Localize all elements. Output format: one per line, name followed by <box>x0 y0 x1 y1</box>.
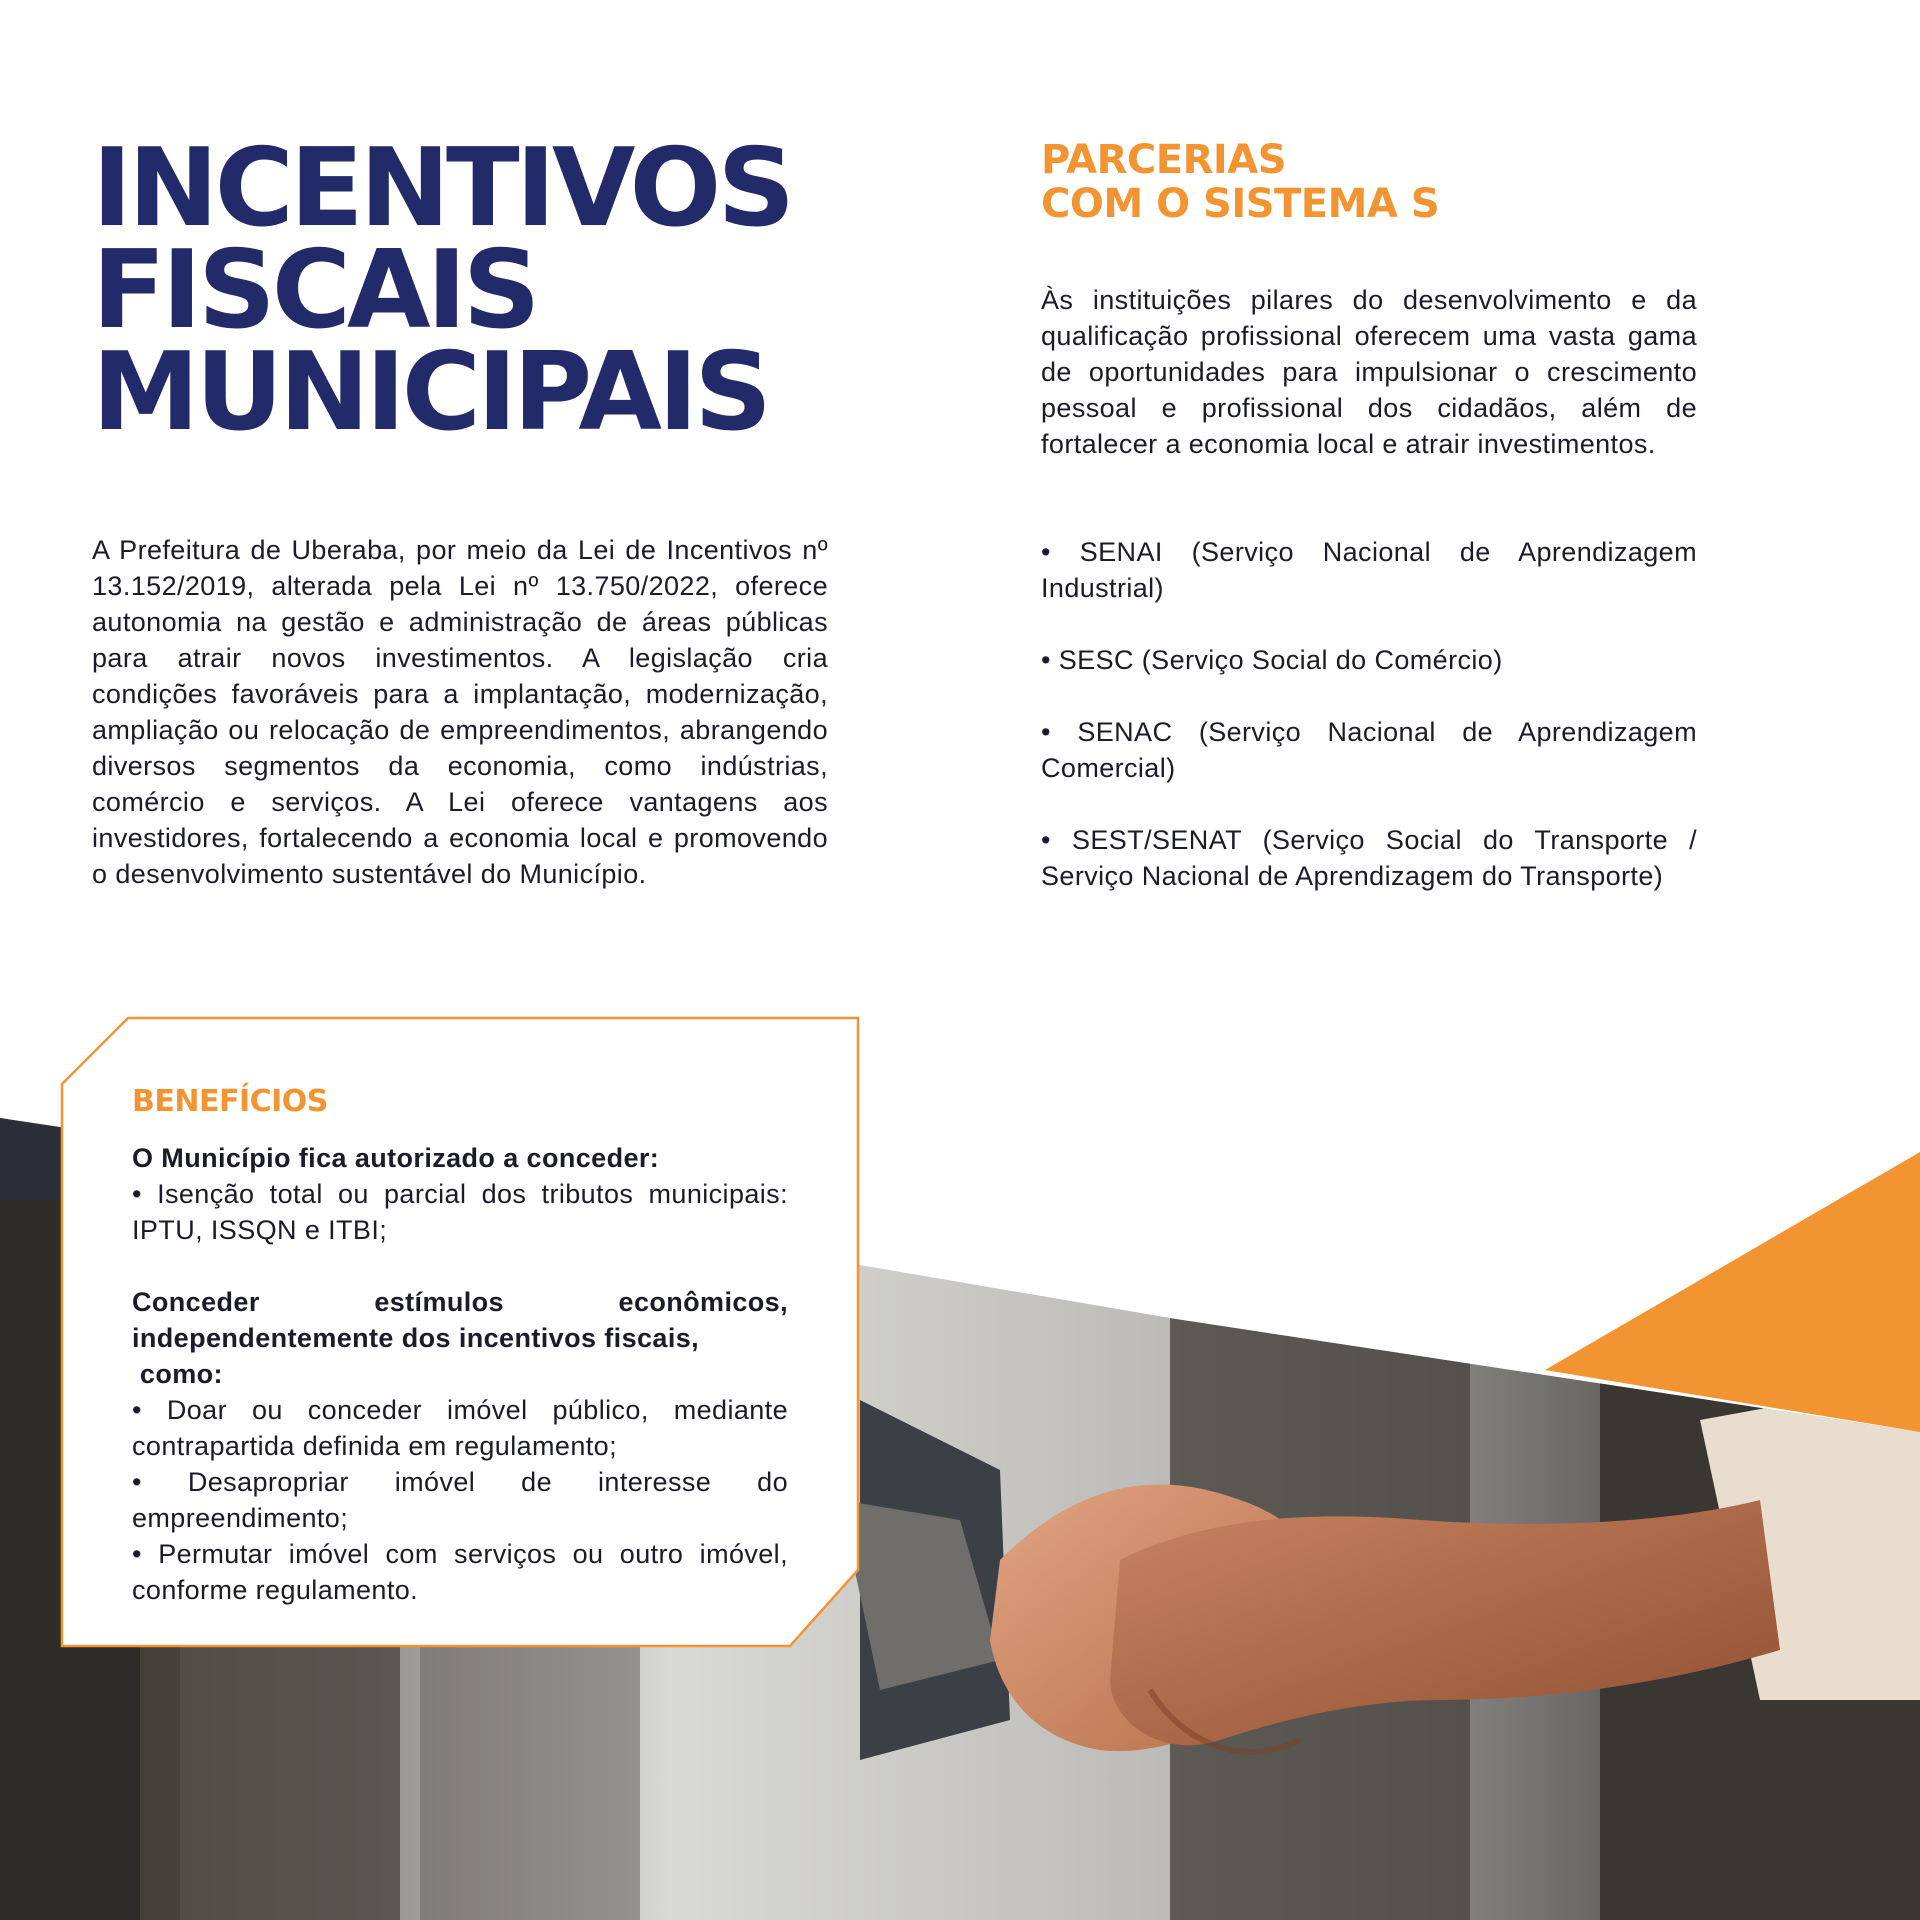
benefits-item: • Isenção total ou parcial dos tributos municipais: IPTU, ISSQN e ITBI; <box>132 1179 788 1245</box>
list-item: • SENAC (Serviço Nacional de Aprendizagem Comercial) <box>1041 717 1697 783</box>
list-item: • SESC (Serviço Social do Comércio) <box>1041 645 1503 675</box>
benefits-lead: O Município fica autorizado a conceder: <box>132 1143 660 1173</box>
intro-paragraph: A Prefeitura de Uberaba, por meio da Lei de Incentivos nº 13.152/2019, alterada pela Lei nº 13.750/2022, oferece autonomia na gestão e administração de áreas públicas para atrair novos investimentos. A legislação cria condições favoráveis para a implantação, modernização, ampliação ou relocação de empreendimentos, abrangendo diversos segmentos da economia, como indústrias, comércio e serviços. A Lei oferece vantagens aos investidores, fortalecendo a economia local e promovendo o desenvolvimento sustentável do Município. <box>92 535 828 889</box>
benefits-lead-2: Conceder estímulos econômicos, independentemente dos incentivos fiscais, <box>132 1287 788 1353</box>
title-line-2: FISCAIS <box>92 228 537 353</box>
list-item: • SEST/SENAT (Serviço Social do Transporte / Serviço Nacional de Aprendizagem do Transporte) <box>1041 825 1697 891</box>
partners-heading-line-1: PARCERIAS <box>1041 137 1287 183</box>
partners-heading <box>1041 138 1439 226</box>
partners-intro: Às instituições pilares do desenvolvimento e da qualificação profissional oferecem uma vasta gama de oportunidades para impulsionar o crescimento pessoal e profissional dos cidadãos, além de fortalecer a economia local e atrair investimentos. <box>1041 285 1697 459</box>
title-line-1: INCENTIVOS <box>92 126 792 251</box>
partners-heading-line-2: COM O SISTEMA S <box>1041 181 1440 227</box>
benefits-item: • Doar ou conceder imóvel público, mediante contrapartida definida em regulamento; <box>132 1395 788 1461</box>
benefits-lead-2b: como: <box>132 1359 223 1389</box>
benefits-box <box>60 1016 860 1648</box>
benefits-body <box>132 1140 788 1608</box>
partners-list <box>1041 534 1697 930</box>
list-item: • SENAI (Serviço Nacional de Aprendizagem Industrial) <box>1041 537 1697 603</box>
benefits-item: • Desapropriar imóvel de interesse do empreendimento; <box>132 1467 788 1533</box>
page-title <box>92 126 792 455</box>
title-line-3: MUNICIPAIS <box>92 330 768 455</box>
benefits-title: BENEFÍCIOS <box>132 1084 328 1119</box>
benefits-item: • Permutar imóvel com serviços ou outro imóvel, conforme regulamento. <box>132 1539 788 1605</box>
